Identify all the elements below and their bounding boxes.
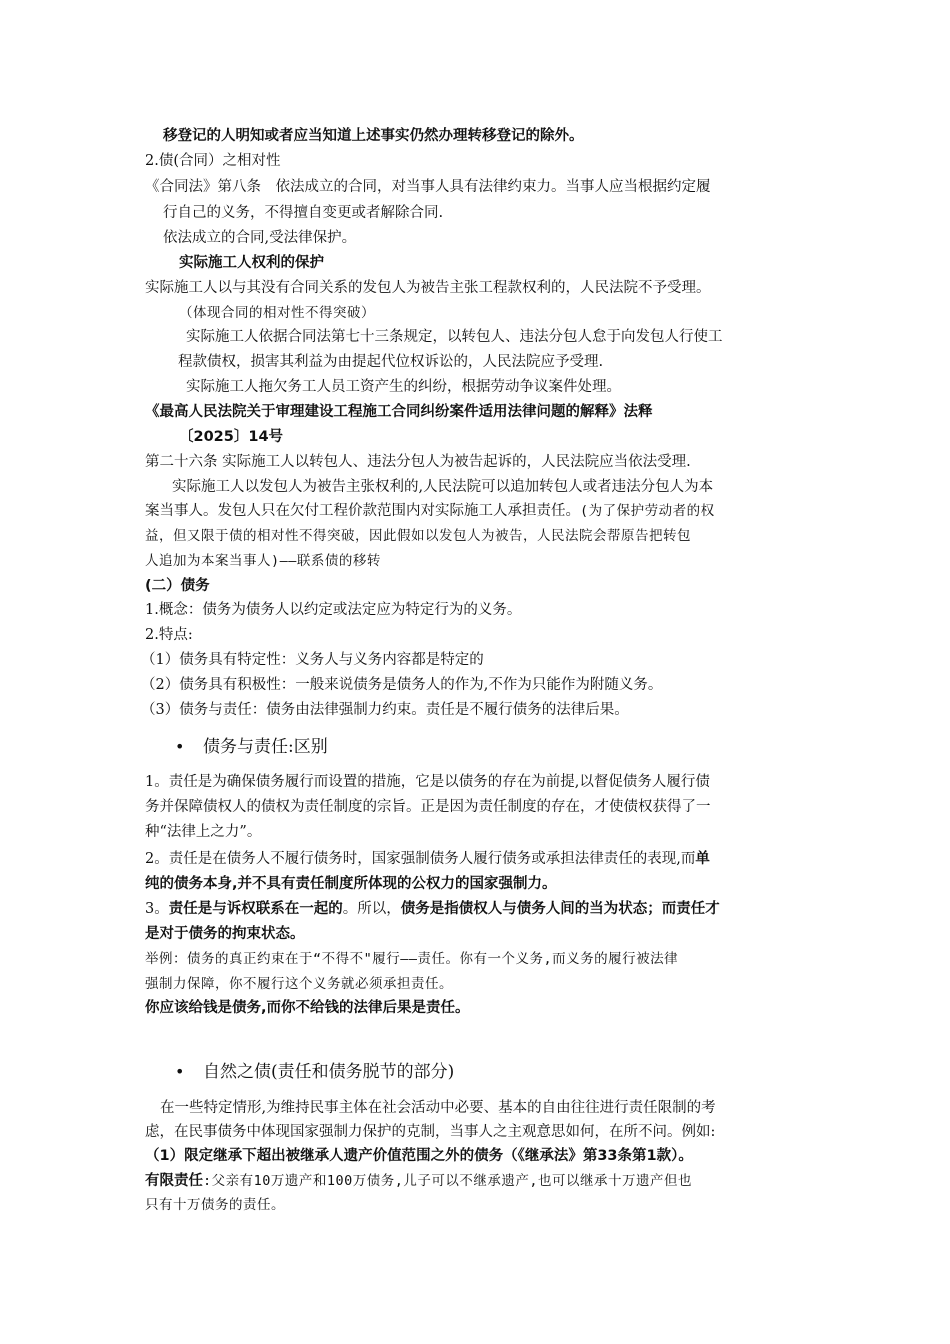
text-line: 程款债权，损害其利益为由提起代位权诉讼的，人民法院应予受理. — [178, 354, 604, 370]
example-line: 强制力保障，你不履行这个义务就必须承担责任。 — [145, 976, 453, 992]
bullet-icon: • — [175, 737, 185, 756]
bold-segment: 有限责任 — [145, 1173, 203, 1189]
note-segment: (为了保护劳动者的权 — [580, 503, 715, 519]
bullet-icon: • — [175, 1062, 185, 1081]
text-line: 移登记的人明知或者应当知道上述事实仍然办理转移登记的除外。 — [163, 128, 584, 144]
note-line: 益，但又限于债的相对性不得突破，因此假如以发包人为被告，人民法院会帮原告把转包 — [145, 528, 691, 544]
text-line — [145, 1171, 692, 1191]
text-line: 1.概念：债务为债务人以约定或法定应为特定行为的义务。 — [145, 602, 522, 618]
subheading: 实际施工人权利的保护 — [179, 255, 324, 271]
text-line — [145, 501, 715, 521]
note-line: 人追加为本案当事人)——联系债的移转 — [145, 553, 381, 569]
example-segment: :父亲有10万遗产和100万债务,儿子可以不继承遗产,也可以继承十万遗产但也 — [203, 1173, 693, 1189]
citation-number: 〔2025〕14号 — [179, 429, 284, 445]
text-line: 行自己的义务，不得擅自变更或者解除合同. — [163, 205, 444, 221]
text-line: 实际施工人以发包人为被告主张权利的,人民法院可以追加转包人或者违法分包人为本 — [172, 479, 714, 495]
example-line: 举例：债务的真正约束在于“不得不"履行——责任。你有一个义务,而义务的履行被法律 — [145, 951, 679, 967]
text-line: 在一些特定情形,为维持民事主体在社会活动中必要、基本的自由往往进行责任限制的考 — [160, 1100, 716, 1116]
text-line — [145, 899, 720, 919]
text-line: 实际施工人依据合同法第七十三条规定，以转包人、违法分包人怠于向发包人行使工 — [186, 329, 723, 345]
section-heading: 2.债(合同）之相对性 — [145, 153, 281, 169]
list-item: （2）债务具有积极性：一般来说债务是债务人的作为,不作为只能作为附随义务。 — [141, 677, 663, 693]
section-heading: (二）债务 — [145, 578, 210, 594]
bold-line: 你应该给钱是债务,而你不给钱的法律后果是责任。 — [145, 1000, 470, 1016]
text-line — [145, 849, 710, 869]
note-line: （体现合同的相对性不得突破） — [179, 305, 375, 321]
bold-line: （1）限定继承下超出被继承人遗产价值范围之外的债务（《继承法》第33条第1款）。 — [145, 1148, 693, 1164]
list-item: （1）债务具有特定性：义务人与义务内容都是特定的 — [141, 652, 484, 668]
text-line: 务并保障债权人的债权为责任制度的宗旨。正是因为责任制度的存在，才使债权获得了一 — [145, 799, 711, 815]
text-line: 第二十六条 实际施工人以转包人、违法分包人为被告起诉的，人民法院应当依法受理. — [145, 454, 691, 470]
bold-line: 是对于债务的拘束状态。 — [145, 926, 305, 942]
text-segment: 案当事人。发包人只在欠付工程价款范围内对实际施工人承担责任。 — [145, 503, 580, 519]
bold-segment: 债务是指债权人与债务人间的当为状态；而责任才 — [400, 901, 720, 917]
bold-segment: 单 — [695, 851, 710, 867]
bold-segment: 责任是与诉权联系在一起的 — [168, 901, 343, 917]
text-line: 虑，在民事债务中体现国家强制力保护的克制，当事人之主观意思如何，在所不问。例如: — [145, 1124, 716, 1140]
text-segment: 。所以， — [342, 901, 401, 917]
text-line: 2.特点: — [145, 627, 193, 643]
bullet-heading: 自然之债(责任和债务脱节的部分) — [203, 1062, 455, 1082]
bold-line: 纯的债务本身,并不具有责任制度所体现的公权力的国家强制力。 — [145, 876, 557, 892]
text-segment: 2。责任是在债务人不履行债务时，国家强制债务人履行债务或承担法律责任的表现,而 — [145, 851, 696, 867]
list-item: （3）债务与责任：债务由法律强制力约束。责任是不履行债务的法律后果。 — [141, 702, 629, 718]
text-line: 依法成立的合同,受法律保护。 — [163, 230, 357, 246]
text-line: 1。责任是为确保债务履行而设置的措施，它是以债务的存在为前提,以督促债务人履行债 — [145, 774, 710, 790]
text-line: 《合同法》第八条 依法成立的合同，对当事人具有法律约束力。当事人应当根据约定履 — [145, 179, 711, 195]
citation-title: 《最高人民法院关于审理建设工程施工合同纠纷案件适用法律问题的解释》法释 — [145, 404, 653, 420]
text-segment: 3。 — [145, 901, 169, 917]
text-line: 实际施工人以与其没有合同关系的发包人为被告主张工程款权利的，人民法院不予受理。 — [145, 280, 711, 296]
text-line: 种“法律上之力”。 — [145, 824, 262, 840]
example-line: 只有十万债务的责任。 — [145, 1197, 285, 1213]
bullet-heading: 债务与责任:区别 — [203, 737, 328, 757]
text-line: 实际施工人拖欠务工人员工资产生的纠纷，根据劳动争议案件处理。 — [186, 379, 621, 395]
